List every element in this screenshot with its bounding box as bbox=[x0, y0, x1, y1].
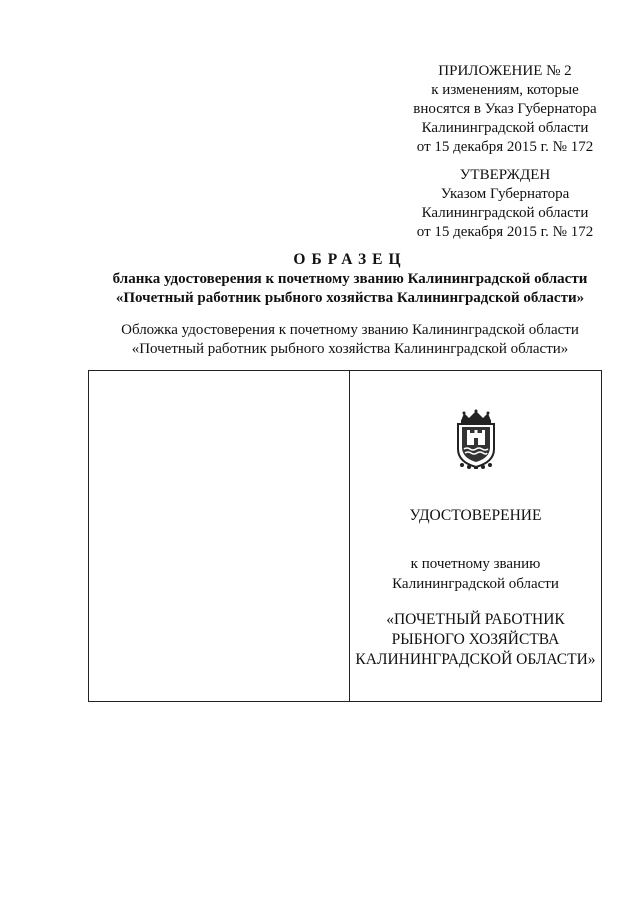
approved-line: от 15 декабря 2015 г. № 172 bbox=[416, 224, 594, 240]
sample-title: ОБРАЗЕЦ bbox=[293, 251, 407, 268]
approved-line: Калининградской области bbox=[421, 205, 589, 221]
appendix-title: ПРИЛОЖЕНИЕ № 2 bbox=[438, 63, 572, 79]
document-heading bbox=[60, 250, 640, 308]
caption-line: «Почетный работник рыбного хозяйства Калининградской области» bbox=[131, 341, 569, 357]
appendix-line: вносятся в Указ Губернатора bbox=[413, 101, 597, 117]
certificate-title: УДОСТОВЕРЕНИЕ bbox=[409, 507, 542, 524]
heading-line: бланка удостоверения к почетному званию Калининградской области bbox=[112, 271, 588, 287]
honorary-title-name bbox=[350, 610, 601, 670]
heading-line: «Почетный работник рыбного хозяйства Калининградской области» bbox=[115, 290, 585, 306]
honorary-title-line: «ПОЧЕТНЫЙ РАБОТНИК bbox=[386, 611, 565, 628]
cover-caption bbox=[60, 321, 640, 359]
approved-title: УТВЕРЖДЕН bbox=[459, 167, 551, 183]
approved-block bbox=[390, 166, 620, 242]
cover-front-panel bbox=[350, 371, 601, 701]
caption-line: Обложка удостоверения к почетному званию Калининградской области bbox=[121, 322, 579, 338]
honorary-title-line: КАЛИНИНГРАДСКОЙ ОБЛАСТИ» bbox=[355, 651, 596, 668]
certificate-subtitle-line: Калининградской области bbox=[392, 576, 559, 592]
appendix-line: Калининградской области bbox=[421, 120, 589, 136]
approved-line: Указом Губернатора bbox=[440, 186, 570, 202]
certificate-cover bbox=[88, 370, 602, 702]
appendix-line: к изменениям, которые bbox=[431, 82, 579, 98]
cover-back-panel bbox=[89, 371, 350, 701]
appendix-line: от 15 декабря 2015 г. № 172 bbox=[416, 139, 594, 155]
certificate-subtitle-line: к почетному званию bbox=[410, 556, 541, 572]
certificate-subtitle bbox=[350, 554, 601, 594]
appendix-block bbox=[390, 62, 620, 157]
coat-of-arms-icon bbox=[453, 409, 499, 469]
honorary-title-line: РЫБНОГО ХОЗЯЙСТВА bbox=[391, 631, 560, 648]
